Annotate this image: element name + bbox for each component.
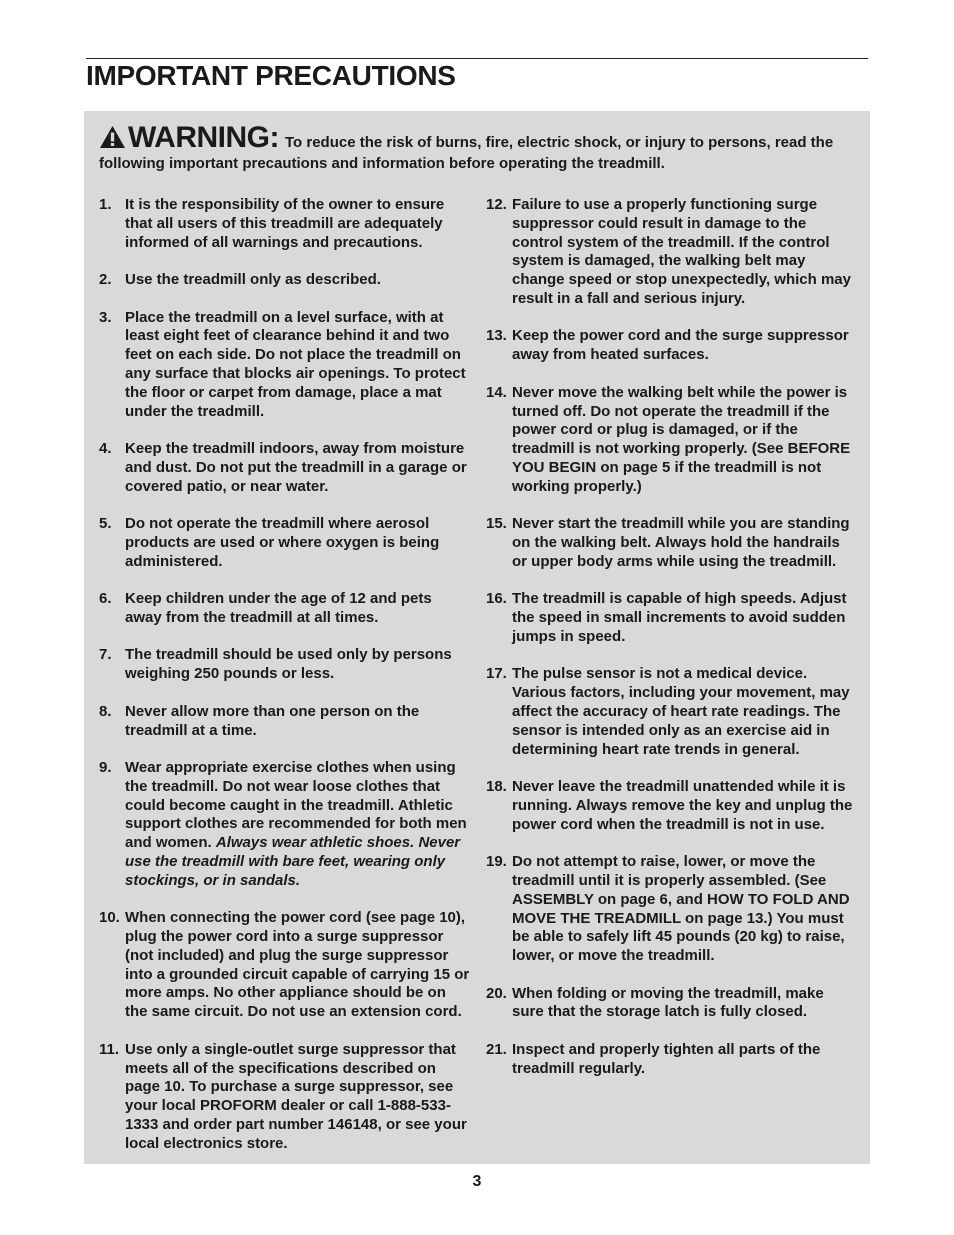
precaution-item-9: [99, 759, 471, 891]
precaution-item-19: [486, 853, 858, 966]
item-number: 7.: [99, 646, 112, 664]
item-text: Keep children under the age of 12 and pets away from the treadmill at all times.: [125, 590, 432, 626]
precaution-item-16: [486, 590, 858, 646]
item-number: 12.: [486, 196, 507, 213]
item-number: 14.: [486, 383, 507, 401]
precaution-item-11: [99, 1041, 471, 1154]
item-text: Do not attempt to raise, lower, or move the treadmill until it is properly assembled. (See ASSEMBLY on page 6, and HOW TO FOLD AND MOVE THE TREADMILL on page 13.) You must be able to safely lift 45 pounds (20 kg) to raise, lower, or move the treadmill.: [512, 853, 850, 965]
item-number: 16.: [486, 590, 507, 608]
warning-text-line2: following important precautions and information before operating the treadmill.: [99, 155, 665, 172]
item-text: Place the treadmill on a level surface, with at least eight feet of clearance behind it and two feet on each side. Do not place the treadmill on any surface that blocks air openings. To protect the floor or carpet from damage, place a mat under the treadmill.: [125, 308, 466, 420]
page-title: IMPORTANT PRECAUTIONS: [86, 60, 456, 91]
item-number: 4.: [99, 440, 112, 458]
item-number: 20.: [486, 984, 507, 1002]
precautions-left-column: [99, 196, 471, 1172]
item-text: Wear appropriate exercise clothes when using the treadmill. Do not wear loose clothes that could become caught in the treadmill. Athletic support clothes are recommended for both men and women.: [125, 759, 467, 852]
item-number: 19.: [486, 853, 507, 871]
item-number: 15.: [486, 515, 507, 533]
item-text: Inspect and properly tighten all parts of the treadmill regularly.: [512, 1040, 821, 1077]
warning-heading: [99, 121, 859, 154]
item-text: Use only a single-outlet surge suppressor that meets all of the specifications described on page 10. To purchase a surge suppressor, see your local PROFORM dealer or call 1-888-533-1333 and order part number 146148, or see your local electronics store.: [125, 1040, 467, 1152]
precaution-item-14: [486, 384, 858, 497]
item-text-italic: Always wear athletic shoes. Never use the treadmill with bare feet, wearing only stockings, or in sandals.: [125, 834, 461, 889]
precaution-item-7: [99, 646, 471, 684]
item-text: It is the responsibility of the owner to ensure that all users of this treadmill are adequately informed of all warnings and precautions.: [125, 196, 445, 251]
item-number: 8.: [99, 702, 112, 720]
item-text: The treadmill should be used only by persons weighing 250 pounds or less.: [125, 646, 452, 683]
item-number: 10.: [99, 909, 120, 927]
item-text: Failure to use a properly functioning surge suppressor could result in damage to the control system of the treadmill. If the control system is damaged, the walking belt may change speed or stop unexpectedly, which may result in a fall and serious injury.: [512, 196, 851, 307]
item-text: Never move the walking belt while the power is turned off. Do not operate the treadmill if the power cord or plug is damaged, or if the treadmill is not working properly. (See BEFORE YOU BEGIN on page 5 if the treadmill is not working properly.): [512, 383, 851, 495]
precaution-item-13: [486, 327, 858, 365]
item-text: The treadmill is capable of high speeds. Adjust the speed in small increments to avoid sudden jumps in speed.: [512, 590, 847, 645]
item-text: Never start the treadmill while you are standing on the walking belt. Always hold the handrails or upper body arms while using the treadmill.: [512, 515, 850, 570]
precaution-item-12: [486, 196, 858, 309]
precaution-item-2: [99, 271, 471, 290]
precaution-item-10: [99, 909, 471, 1022]
precaution-item-21: [486, 1041, 858, 1079]
top-rule: [86, 58, 868, 59]
precaution-item-4: [99, 440, 471, 496]
precautions-right-column: [486, 196, 858, 1097]
warning-text-line1: To reduce the risk of burns, fire, electric shock, or injury to persons, read the: [284, 134, 834, 151]
precaution-item-1: [99, 196, 471, 252]
item-text: Keep the treadmill indoors, away from moisture and dust. Do not put the treadmill in a garage or covered patio, or near water.: [125, 440, 467, 495]
warning-label: WARNING:: [128, 121, 279, 154]
item-number: 6.: [99, 590, 112, 608]
item-number: 11.: [99, 1040, 120, 1058]
precaution-item-18: [486, 778, 858, 834]
precaution-item-5: [99, 515, 471, 571]
warning-block: [99, 121, 859, 173]
item-number: 18.: [486, 778, 507, 796]
page-number: 3: [472, 1173, 482, 1190]
item-text: Never leave the treadmill unattended while it is running. Always remove the key and unplug the power cord when the treadmill is not in use.: [512, 778, 853, 833]
item-text: When folding or moving the treadmill, make sure that the storage latch is fully closed.: [512, 984, 824, 1021]
item-text: Do not operate the treadmill where aerosol products are used or where oxygen is being administered.: [125, 515, 440, 570]
precaution-item-17: [486, 665, 858, 759]
item-number: 3.: [99, 308, 112, 326]
precaution-item-20: [486, 985, 858, 1023]
item-text: When connecting the power cord (see page 10), plug the power cord into a surge suppressor (not included) and plug the surge suppressor into a grounded circuit capable of carrying 15 or more amps. No other appliance should be on the same circuit. Do not use an extension cord.: [125, 909, 470, 1021]
warning-triangle-icon: [99, 125, 126, 154]
item-number: 5.: [99, 515, 112, 533]
precaution-item-3: [99, 309, 471, 422]
precautions-panel: [84, 111, 870, 1164]
item-number: 13.: [486, 327, 507, 345]
item-text: Use the treadmill only as described.: [125, 271, 381, 289]
item-number: 9.: [99, 759, 112, 777]
item-text: Never allow more than one person on the treadmill at a time.: [125, 702, 420, 739]
item-number: 17.: [486, 665, 507, 683]
item-number: 21.: [486, 1040, 507, 1058]
item-number: 2.: [99, 271, 112, 289]
precaution-item-15: [486, 515, 858, 571]
item-text: The pulse sensor is not a medical device. Various factors, including your movement, may affect the accuracy of heart rate readings. The sensor is intended only as an exercise aid in determining heart rate trends in general.: [512, 665, 850, 758]
item-number: 1.: [99, 196, 112, 213]
precaution-item-8: [99, 703, 471, 741]
item-text: Keep the power cord and the surge suppressor away from heated surfaces.: [512, 327, 849, 364]
precaution-item-6: [99, 590, 471, 628]
